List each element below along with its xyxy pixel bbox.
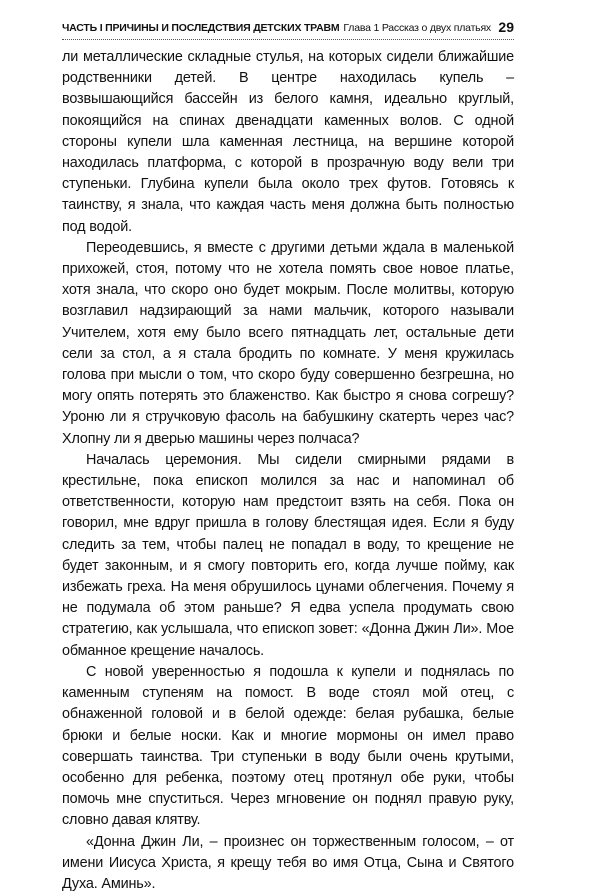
paragraph-3: Началась церемония. Мы сидели смирными рядами в крестильне, пока епископ молился за нас и напоминал об ответственности, которую нам предстоит взять на себя. Пока он говорил, мне вдруг пришла в голову блестящая идея. Если я буду следить за тем, чтобы палец не попадал в воду, то крещение не будет законным, и я смогу повторить его, когда лучше пойму, как избежать греха. На меня обрушилось цунами облегчения. Почему я не подумала об этом раньше? Я едва успела продумать свою стратегию, как услышала, что епископ зовет: «Донна Джин Ли». Мое обманное крещение началось. bbox=[62, 451, 514, 659]
paragraph-1: ли металлические складные стулья, на которых сидели ближайшие родственники детей. В центре находилась купель – возвышающийся бассейн из белого камня, идеально круглый, покоящийся на спинах двенадцати каменных волов. С одной стороны купели шла каменная лестница, на вершине которой находилась платформа, с которой в прозрачную воду вели три ступеньки. Глубина купели была около трех футов. Готовясь к таинству, я знала, что каждая часть меня должна быть полностью под водой. bbox=[62, 49, 514, 235]
paragraph-5: «Донна Джин Ли, – произнес он торжественным голосом, – от имени Иисуса Христа, я крещу тебя во имя Отца, Сына и Святого Духа. Аминь». bbox=[62, 833, 514, 892]
chapter-title: Глава 1 Рассказ о двух платьях bbox=[343, 22, 491, 34]
paragraph-4: С новой уверенностью я подошла к купели и поднялась по каменным ступеням на помост. В воде стоял мой отец, с обнаженной головой и в белой одежде: белая рубашка, белые брюки и белые носки. Как и многие мормоны он имел право совершать таинства. Три ступеньки в воду были очень крутыми, особенно для ребенка, поэтому отец протянул обе руки, чтобы помочь мне спуститься. Через мгновение он поднял правую руку, словно давая клятву. bbox=[62, 663, 514, 829]
paragraph-2: Переодевшись, я вместе с другими детьми ждала в маленькой прихожей, стоя, потому что не хотела помять свое новое платье, хотя знала, что скоро оно будет мокрым. После молитвы, которую возглавил надзирающий за нами мальчик, которого называли Учителем, хотя ему было всего пятнадцать лет, остальные дети сели за стол, а я стала бродить по комнате. У меня кружилась голова при мысли о том, что скоро буду совершенно безгрешна, но могу опять потерять это блаженство. Как быстро я снова согрешу? Уроню ли я стручковую фасоль на бабушкину скатерть через час? Хлопну ли я дверью машины через полчаса? bbox=[62, 239, 514, 447]
header-divider bbox=[62, 39, 514, 40]
part-title: ЧАСТЬ I ПРИЧИНЫ И ПОСЛЕДСТВИЯ ДЕТСКИХ ТРАВМ bbox=[62, 22, 340, 34]
page-number: 29 bbox=[498, 19, 514, 35]
running-head bbox=[62, 18, 514, 38]
body-text bbox=[62, 47, 514, 895]
